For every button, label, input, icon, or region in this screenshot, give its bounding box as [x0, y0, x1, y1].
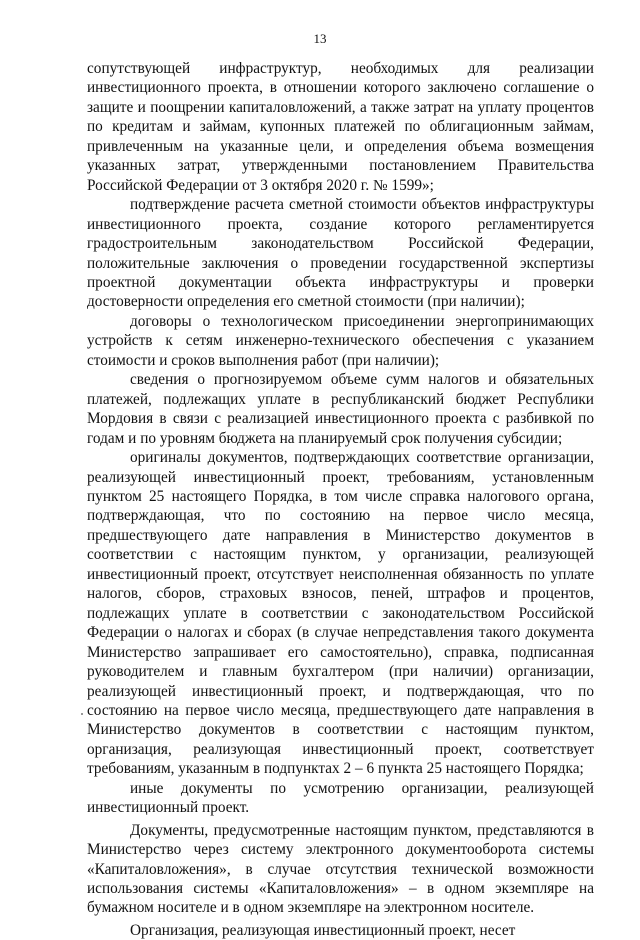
- paragraph-submission: Документы, предусмотренные настоящим пунктом, представляются в Министерство через систему электронного документооборота системы «Капиталовложения», в случае отсутствия технической возможности использования системы «Капиталовложения» – в одном экземпляре на бумажном носителе и в одном экземпляре на электронном носителе.: [87, 821, 594, 917]
- paragraph-continuation: сопутствующей инфраструктур, необходимых для реализации инвестиционного проекта, в отношении которого заключено соглашение о защите и поощрении капиталовложений, а также затрат на уплату процентов по кредитам и займам, купонных платежей по облигационным займам, привлеченным на указанные цели, и определения объема возмещения указанных затрат, утвержденными постановлением Правительства Российской Федерации от 3 октября 2020 г. № 1599»;: [87, 60, 594, 194]
- paragraph-responsibility: Организация, реализующая инвестиционный проект, несет: [130, 921, 516, 939]
- page-number: 13: [313, 31, 327, 46]
- document-body: [87, 59, 594, 940]
- paragraph-tax-forecast: сведения о прогнозируемом объеме сумм налогов и обязательных платежей, подлежащих уплате в республиканский бюджет Республики Мордовия в связи с реализацией инвестиционного проекта с разбивкой по годам и по уровням бюджета на планируемый срок получения субсидии;: [87, 371, 594, 447]
- paragraph-original-documents: оригиналы документов, подтверждающих соответствие организации, реализующей инвестиционный проект, требованиям, установленным пунктом 25 настоящего Порядка, в том числе справка налогового органа, подтверждающая, что по состоянию на первое число месяца, предшествующего дате направления в Министерство документов в соответствии с настоящим пунктом, у организации, реализующей инвестиционный проект, отсутствует неисполненная обязанность по уплате налогов, сборов, страховых взносов, пеней, штрафов и процентов, подлежащих уплате в соответствии с законодательством Российской Федерации о налогах и сборах (в случае непредставления такого документа Министерство запрашивает его самостоятельно), справка, подписанная руководителем и главным бухгалтером (при наличии) организации, реализующей инвестиционный проект, и подтверждающая, что по состоянию на первое число месяца, предшествующего дате направления в Министерство документов в соответствии с настоящим пунктом, организация, реализующая инвестиционный проект, соответствует требованиям, указанным в подпунктах 2 – 6 пункта 25 настоящего Порядка;: [87, 449, 594, 778]
- paragraph-cost-estimate: подтверждение расчета сметной стоимости объектов инфраструктуры инвестиционного проекта, создание которого регламентируется градостроительным законодательством Российской Федерации, положительные заключения о проведении государственной экспертизы проектной документации объекта инфраструктуры и проверки достоверности определения его сметной стоимости (при наличии);: [87, 196, 594, 311]
- scan-speck: [81, 713, 83, 715]
- paragraph-grid-connection: договоры о технологическом присоединении энергопринимающих устройств к сетям инженерно-технического обеспечения с указанием стоимости и сроков выполнения работ (при наличии);: [87, 312, 594, 369]
- paragraph-other-documents: иные документы по усмотрению организации, реализующей инвестиционный проект.: [87, 779, 594, 817]
